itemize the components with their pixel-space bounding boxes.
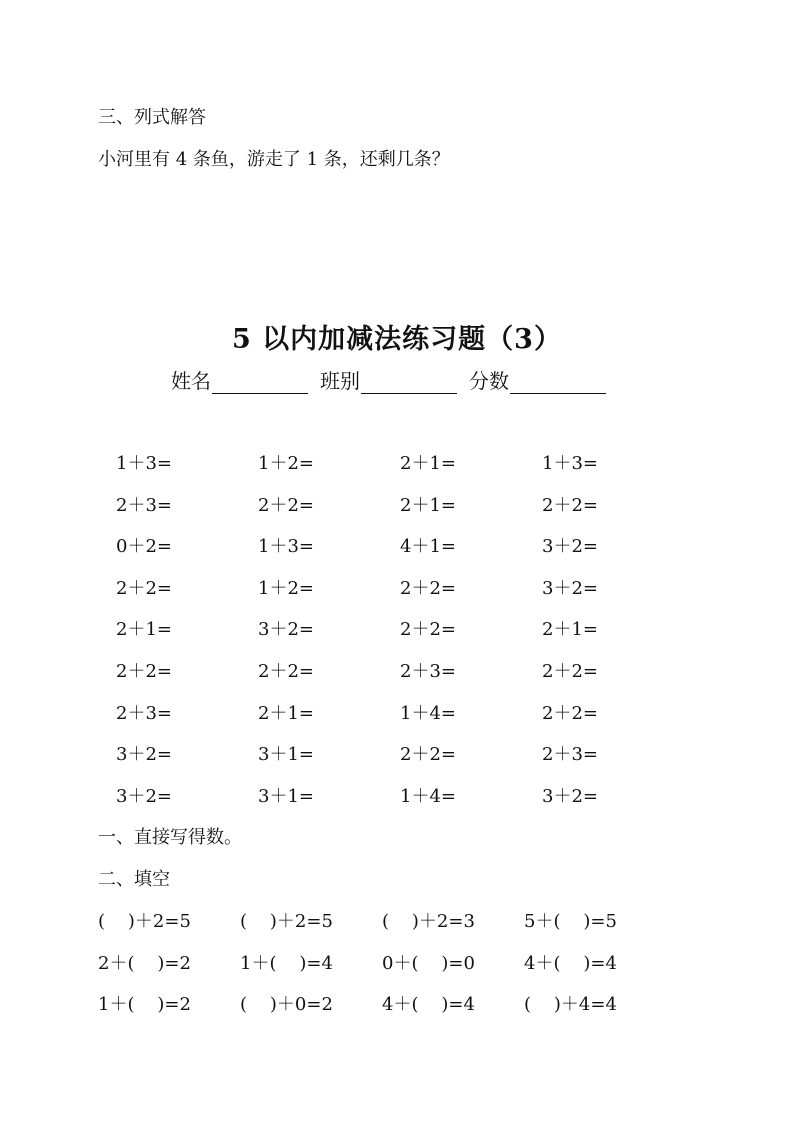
exercise-item: 3＋2= <box>542 785 598 807</box>
exercise-item: 2＋2= <box>400 619 456 641</box>
class-field <box>320 368 457 394</box>
exercise-item: 2＋2= <box>116 577 172 599</box>
class-label: 班别 <box>320 369 360 393</box>
exercise-item: 2＋2= <box>542 494 598 516</box>
exercise-item: 0＋2= <box>116 536 172 558</box>
exercise-row <box>116 660 684 702</box>
exercise-row <box>116 618 684 660</box>
exercise-grid <box>116 452 684 826</box>
score-blank[interactable] <box>510 373 606 394</box>
exercise-item: 3＋2= <box>542 577 598 599</box>
exercise-item: 2＋2= <box>258 660 314 682</box>
fill-item: 1＋( )=4 <box>240 952 333 974</box>
fill-item: 0＋( )=0 <box>382 952 475 974</box>
exercise-item: 3＋2= <box>542 536 598 558</box>
fill-item: 5＋( )=5 <box>524 911 617 932</box>
exercise-item: 1＋3= <box>258 536 314 558</box>
exercise-item: 2＋2= <box>542 660 598 682</box>
fill-in-grid <box>98 910 666 1035</box>
exercise-item: 2＋3= <box>400 660 456 682</box>
fill-item: ( )＋2=5 <box>240 911 333 932</box>
fill-item: 2＋( )=2 <box>98 952 191 974</box>
worksheet-title: 5 以内加减法练习题（3） <box>232 324 562 355</box>
fill-item: ( )＋4=4 <box>524 994 617 1016</box>
exercise-item: 2＋3= <box>116 702 172 724</box>
name-blank[interactable] <box>212 373 308 394</box>
fill-item: 4＋( )=4 <box>382 994 475 1016</box>
name-label: 姓名 <box>171 369 211 393</box>
exercise-item: 2＋2= <box>400 744 456 766</box>
score-field <box>469 368 606 394</box>
fill-row <box>98 993 666 1035</box>
section-1-heading: 一、直接写得数。 <box>98 827 242 848</box>
exercise-row <box>116 785 684 827</box>
student-info-row <box>171 368 618 394</box>
exercise-item: 3＋2= <box>116 785 172 807</box>
exercise-item: 1＋4= <box>400 785 456 807</box>
fill-item: ( )＋2=3 <box>382 911 475 932</box>
fill-row <box>98 910 666 952</box>
exercise-item: 2＋1= <box>400 453 456 474</box>
exercise-item: 2＋2= <box>542 702 598 724</box>
exercise-item: 1＋2= <box>258 453 314 474</box>
exercise-item: 2＋1= <box>258 702 314 724</box>
exercise-row <box>116 702 684 744</box>
exercise-item: 3＋1= <box>258 744 314 766</box>
exercise-row <box>116 577 684 619</box>
word-problem: 小河里有 4 条鱼，游走了 1 条，还剩几条？ <box>98 149 450 170</box>
exercise-item: 1＋2= <box>258 577 314 599</box>
exercise-item: 1＋3= <box>542 453 598 474</box>
exercise-row <box>116 535 684 577</box>
fill-row <box>98 952 666 994</box>
name-field <box>171 368 308 394</box>
exercise-item: 4＋1= <box>400 536 456 558</box>
exercise-item: 3＋2= <box>258 619 314 641</box>
exercise-item: 3＋1= <box>258 785 314 807</box>
exercise-item: 1＋4= <box>400 702 456 724</box>
exercise-row <box>116 743 684 785</box>
exercise-item: 2＋1= <box>116 619 172 641</box>
exercise-item: 2＋1= <box>400 494 456 516</box>
exercise-item: 2＋2= <box>400 577 456 599</box>
class-blank[interactable] <box>361 373 457 394</box>
score-label: 分数 <box>469 369 509 393</box>
exercise-row <box>116 494 684 536</box>
fill-item: ( )＋0=2 <box>240 994 333 1016</box>
exercise-item: 2＋1= <box>542 619 598 641</box>
fill-item: 4＋( )=4 <box>524 952 617 974</box>
exercise-item: 2＋3= <box>116 494 172 516</box>
exercise-item: 1＋3= <box>116 453 172 474</box>
fill-item: ( )＋2=5 <box>98 911 191 932</box>
fill-item: 1＋( )=2 <box>98 994 191 1016</box>
exercise-row <box>116 452 684 494</box>
exercise-item: 2＋2= <box>258 494 314 516</box>
section-2-heading: 二、填空 <box>98 869 170 890</box>
section-3-heading: 三、列式解答 <box>98 107 206 128</box>
exercise-item: 2＋3= <box>542 744 598 766</box>
exercise-item: 3＋2= <box>116 744 172 766</box>
exercise-item: 2＋2= <box>116 660 172 682</box>
